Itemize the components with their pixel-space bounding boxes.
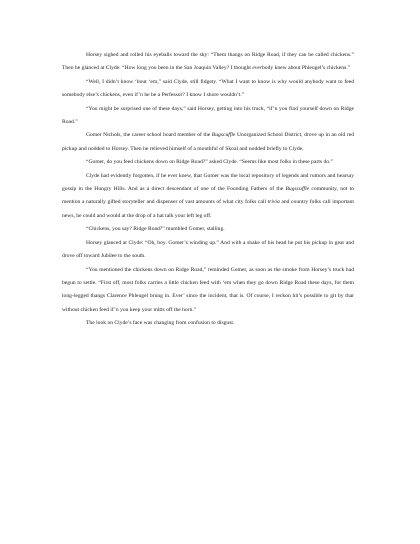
paragraph [62, 264, 354, 318]
paragraph [62, 237, 354, 264]
text-run: Clyde had evidently forgotten, if he ever knew, that Gomer was the local repository of legends and rumors and hearsay gossip in the Hungry Hills. And as a direct descendant of one of the Founding Fathers of the [62, 172, 354, 193]
text-run: body knew about Phleugel’s chickens.” [262, 65, 351, 72]
text-run: Gomer Nichols, the career school board member of the [86, 132, 212, 139]
text-run: “Chickens, you say? Ridge Road?” mumbled Gomer, stalling. [86, 226, 225, 233]
paragraph [62, 129, 354, 156]
text-run: Horsey glanced at Clyde: “Oh, boy. Gomer’s winding up.” And with a shake of his head he put his pickup in gear and drove off toward Jubilee to the south. [62, 239, 354, 260]
italic-text: trivia [267, 199, 280, 206]
paragraph [62, 223, 354, 236]
paragraph [62, 76, 354, 103]
paragraph [62, 103, 354, 130]
text-run: “Gomer, do you feed chickens down on Ridge Road?” asked Clyde. “Seems like most folks in these parts do.” [86, 159, 333, 166]
text-run: and country folks call important news, he could and would at the drop of a hat talk your left leg off. [62, 199, 354, 219]
paragraph [62, 156, 354, 169]
text-run: Unorganized School District, drove up in an old red pickup and nodded to Horsey. Then he relieved himself of a mouthful of Skoal and nodded briefly to Clyde. [62, 132, 354, 152]
paragraph [62, 317, 354, 330]
text-run: “Well, I didn’t know ‘bout ‘em,” said Clyde, still fidgety. “What I want to know is why would anybody want to feed somebody else’s chickens, even if’n he be a Perfessor? I know I shore wouldn’t.” [62, 78, 354, 99]
paragraph [62, 170, 354, 224]
text-run: community, not to mention a naturally gifted storyteller and dispenser of vast amounts of what city folks call [62, 186, 354, 206]
text-run: Horsey sighed and rolled his eyeballs toward the sky: “Them thangs on Ridge Road, if they can be called chickens.” Then he glanced at Clyde: “How long you been in the San Joaquin Valley? I thought [62, 52, 354, 72]
text-run: “You might be surprised one of these days,” said Horsey, getting into his truck, “if’n you find yourself down on Ridge Road.” [62, 105, 354, 126]
italic-text: ever [252, 65, 262, 72]
paragraph [62, 49, 354, 76]
italic-text: Bugscuffle [211, 132, 236, 139]
text-run: The look on Clyde’s face was changing from confusion to disgust. [86, 320, 235, 327]
document-body [62, 49, 354, 331]
italic-text: Bugscuffle [285, 186, 310, 193]
text-run: “You mentioned the chickens down on Ridge Road,” reminded Gomer, as soon as the smoke from Horsey’s truck had begun to settle. “First off, most folks carries a little chicken feed with ‘em when they go down Ridge Road these days, for them long-legged thangs Clarence Phleugel brung in. Ever’ since the incident, that is. Of course, I reckon hit’s possible to git by thar without chicken feed if’n you keep your mitts off the horn.” [62, 266, 354, 313]
